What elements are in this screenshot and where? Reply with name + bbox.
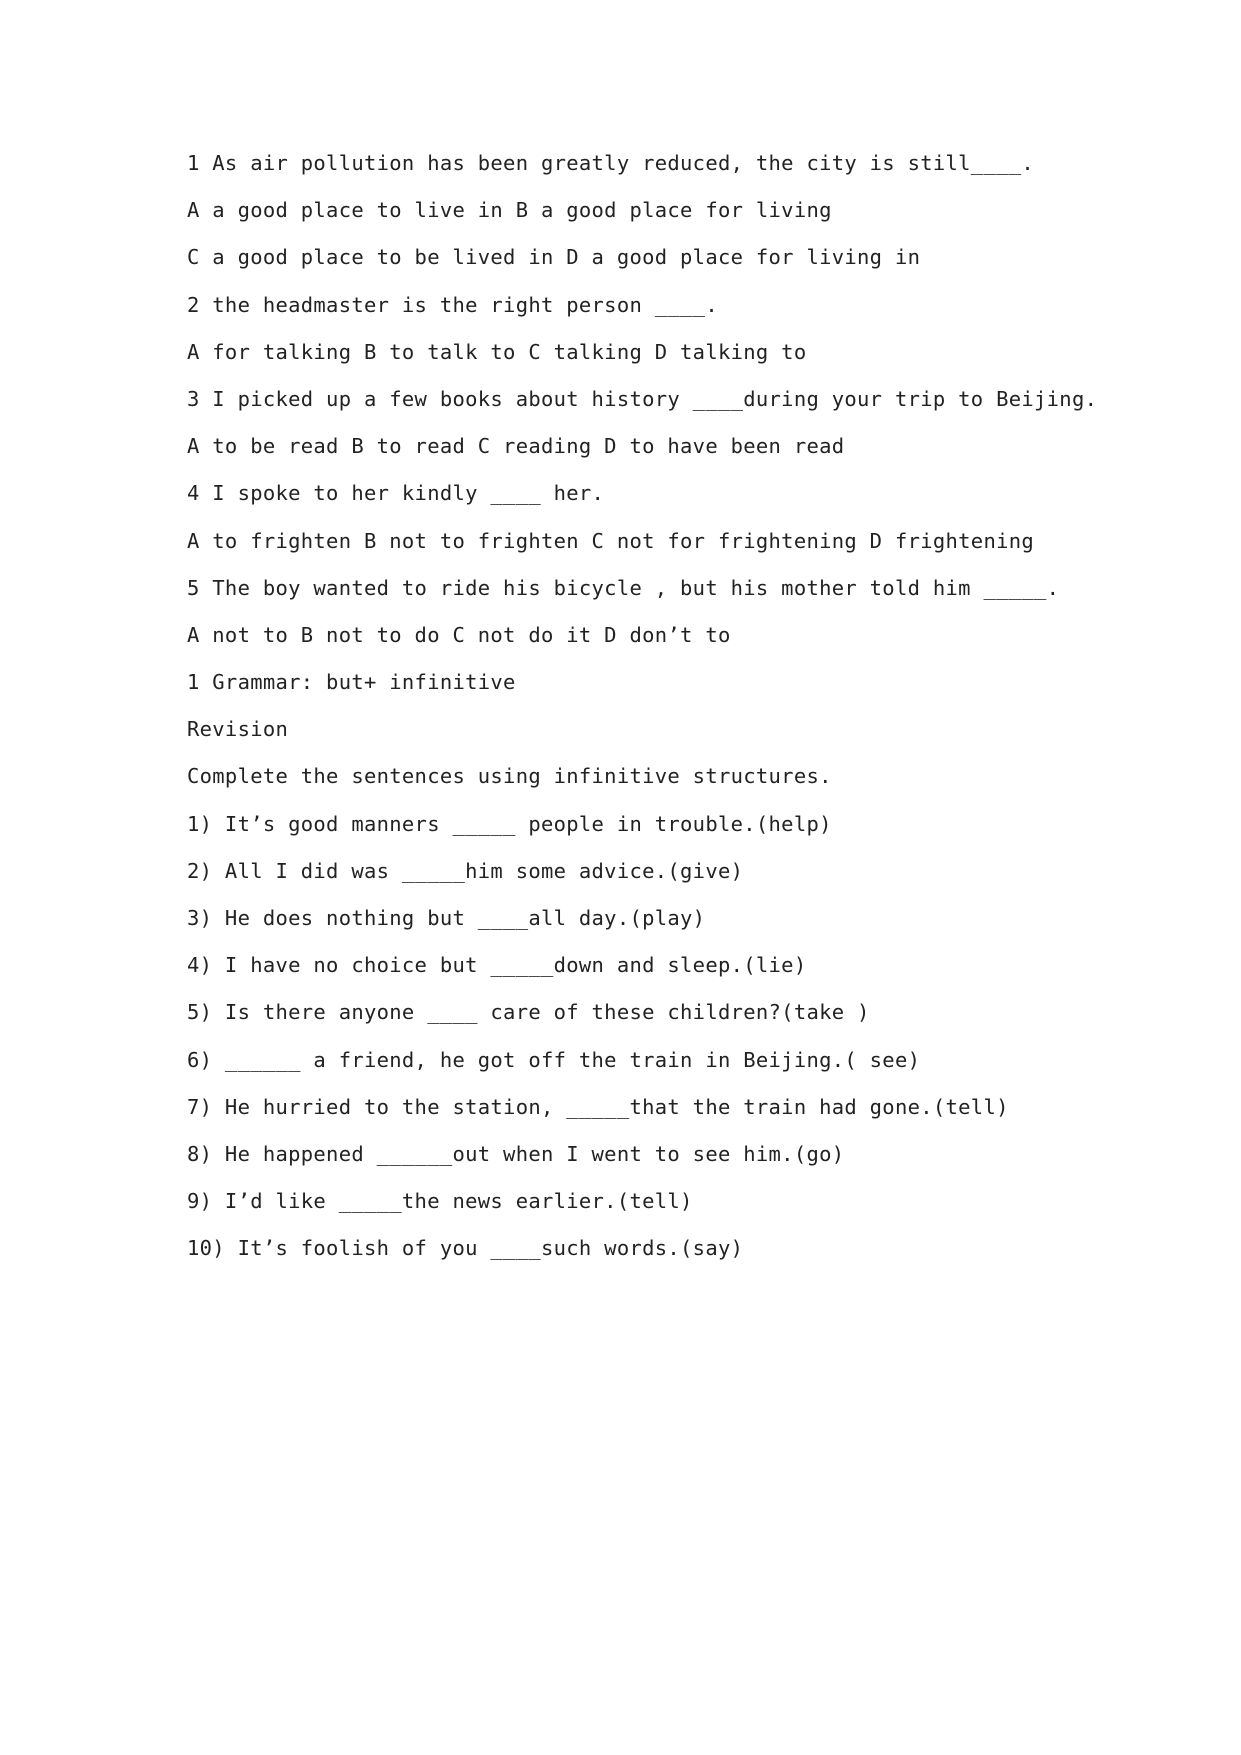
exercise-8: 8) He happened ______out when I went to see him.(go) [187, 1141, 845, 1166]
question-1-stem: 1 As air pollution has been greatly reduced, the city is still____. [187, 151, 1035, 175]
question-4-options: A to frighten B not to frighten C not for frightening D frightening [187, 528, 1035, 553]
exercise-2: 2) All I did was _____him some advice.(give) [187, 858, 744, 883]
exercise-6: 6) ______ a friend, he got off the train in Beijing.( see) [187, 1047, 921, 1072]
instructions: Complete the sentences using infinitive structures. [187, 764, 832, 789]
exercise-1: 1) It’s good manners _____ people in trouble.(help) [187, 811, 832, 836]
exercise-4: 4) I have no choice but _____down and sleep.(lie) [187, 953, 807, 978]
revision-heading: Revision [187, 717, 289, 742]
question-1-options-cd: C a good place to be lived in D a good place for living in [187, 245, 921, 270]
grammar-heading: 1 Grammar: but+ infinitive [187, 670, 516, 695]
question-3-stem: 3 I picked up a few books about history ____during your trip to Beijing. [187, 386, 1098, 411]
question-4-stem: 4 I spoke to her kindly ____ her. [187, 481, 605, 506]
question-1-options-ab: A a good place to live in B a good place for living [187, 198, 832, 223]
exercise-10: 10) It’s foolish of you ____such words.(say) [187, 1236, 744, 1261]
exercise-9: 9) I’d like _____the news earlier.(tell) [187, 1189, 693, 1214]
question-2-stem: 2 the headmaster is the right person ____. [187, 292, 718, 317]
document-page [187, 150, 1098, 1283]
exercise-3: 3) He does nothing but ____all day.(play) [187, 906, 706, 930]
question-3-options: A to be read B to read C reading D to have been read [187, 434, 845, 459]
question-5-options: A not to B not to do C not do it D don’t to [187, 622, 731, 647]
exercise-5: 5) Is there anyone ____ care of these children?(take ) [187, 1000, 870, 1025]
question-2-options: A for talking B to talk to C talking D talking to [187, 339, 807, 364]
question-5-stem: 5 The boy wanted to ride his bicycle , but his mother told him _____. [187, 575, 1060, 600]
exercise-7: 7) He hurried to the station, _____that the train had gone.(tell) [187, 1094, 1009, 1119]
